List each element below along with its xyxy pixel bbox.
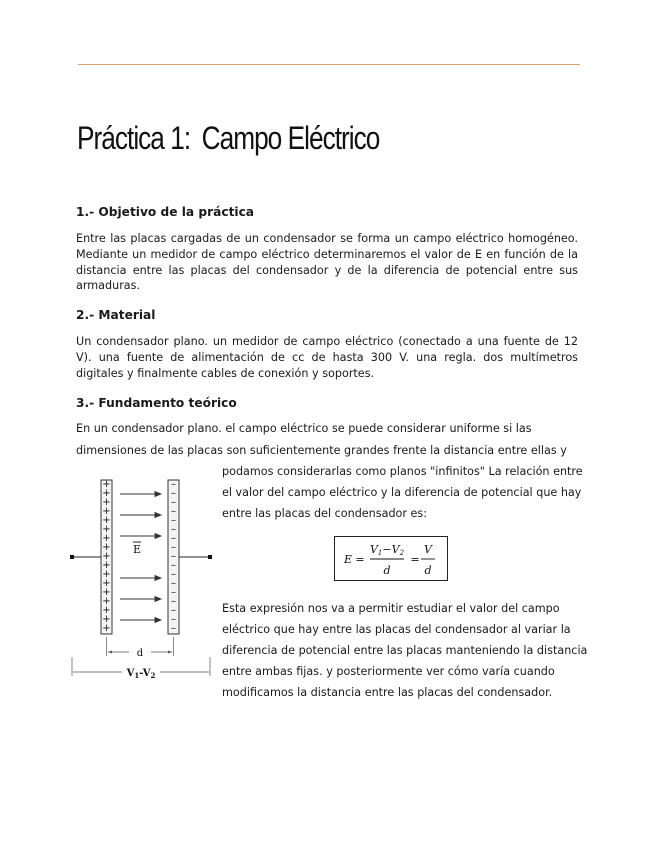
minus-sign: –	[171, 506, 176, 517]
field-arrowhead	[155, 513, 161, 518]
plus-sign: +	[102, 515, 111, 526]
formula-box	[334, 536, 448, 581]
plus-sign: +	[102, 524, 111, 535]
plus-sign: +	[102, 551, 111, 562]
distance-label: d	[136, 648, 144, 659]
minus-sign: –	[171, 515, 176, 526]
minus-sign: –	[171, 569, 176, 580]
section-heading-material: 2.- Material	[76, 308, 156, 322]
minus-sign: –	[171, 479, 176, 490]
formula-equals: =	[410, 553, 420, 566]
text-line: dimensiones de las placas son suficientemente grandes frente la distancia entre ellas y	[76, 444, 567, 457]
minus-sign: –	[171, 524, 176, 535]
minus-sign: –	[171, 542, 176, 553]
field-arrowhead	[155, 597, 161, 602]
plus-sign: +	[102, 587, 111, 598]
plus-sign: +	[102, 542, 111, 553]
field-arrowhead	[155, 492, 161, 497]
section-paragraph-material: Un condensador plano. un medidor de campo eléctrico (conectado a una fuente de 12 V). una fuente de alimentación de cc de hasta 300 V. una regla. dos multímetros digitales y finalmente cables de conexión y soportes.	[76, 335, 578, 380]
minus-sign: –	[171, 605, 176, 616]
plus-sign: +	[102, 560, 111, 571]
page-title: Práctica 1: Campo Eléctrico	[77, 120, 380, 156]
plus-sign: +	[102, 614, 111, 625]
minus-sign: –	[171, 587, 176, 598]
plus-sign: +	[102, 605, 111, 616]
minus-sign: –	[171, 560, 176, 571]
plus-sign: +	[102, 497, 111, 508]
field-label: E	[132, 543, 142, 556]
formula-numerator: V1−V2	[369, 543, 405, 557]
plus-sign: +	[102, 569, 111, 580]
dimension-arrowhead	[168, 651, 172, 654]
text-line: podamos considerarlas como planos "infinitos" La relación entre	[222, 465, 583, 478]
text-line: En un condensador plano. el campo eléctrico se puede considerar uniforme si las	[76, 422, 532, 435]
formula-numerator: V	[424, 543, 432, 556]
field-arrowhead	[155, 576, 161, 581]
minus-sign: –	[171, 551, 176, 562]
formula-lhs: E	[343, 553, 353, 566]
field-arrowhead	[155, 534, 161, 539]
plus-sign: +	[102, 596, 111, 607]
capacitor-diagram	[64, 472, 220, 682]
section-paragraph-objetivo: Entre las placas cargadas de un condensador se forma un campo eléctrico homogéneo. Mediante un medidor de campo eléctrico determinaremos el valor de E en función de la distancia entre las placas del condensador y de la diferencia de potencial entre sus armaduras.	[76, 232, 578, 293]
text-line: modificamos la distancia entre las placas del condensador.	[222, 686, 553, 699]
plus-sign: +	[102, 488, 111, 499]
minus-sign: –	[171, 614, 176, 625]
plus-sign: +	[102, 623, 111, 634]
section-heading-fundamento: 3.- Fundamento teórico	[76, 396, 237, 410]
minus-sign: –	[171, 497, 176, 508]
text-line: entre ambas fijas. y posteriormente ver cómo varía cuando	[222, 665, 555, 678]
minus-sign: –	[171, 533, 176, 544]
plus-sign: +	[102, 479, 111, 490]
electric-field-formula	[335, 537, 447, 580]
plus-sign: +	[102, 506, 111, 517]
voltage-label: $V_1-V_2$	[126, 668, 156, 680]
formula-denominator: d	[424, 564, 432, 577]
minus-sign: –	[171, 596, 176, 607]
text-line: eléctrico que hay entre las placas del condensador al variar la	[222, 623, 571, 636]
formula-denominator: d	[383, 564, 391, 577]
field-arrowhead	[155, 618, 161, 623]
text-line: entre las placas del condensador es:	[222, 507, 428, 520]
minus-sign: –	[171, 623, 176, 634]
header-rule	[78, 64, 580, 65]
terminal-right	[208, 555, 212, 559]
plus-sign: +	[102, 533, 111, 544]
minus-sign: –	[171, 488, 176, 499]
text-line: Esta expresión nos va a permitir estudiar el valor del campo	[222, 602, 560, 615]
formula-equals: =	[355, 553, 365, 566]
plus-sign: +	[102, 578, 111, 589]
text-line: diferencia de potencial entre las placas manteniendo la distancia	[222, 644, 588, 657]
terminal-left	[70, 555, 74, 559]
section-heading-objetivo: 1.- Objetivo de la práctica	[76, 205, 255, 219]
minus-sign: –	[171, 578, 176, 589]
text-line: el valor del campo eléctrico y la diferencia de potencial que hay	[222, 486, 582, 499]
dimension-arrowhead	[108, 651, 112, 654]
